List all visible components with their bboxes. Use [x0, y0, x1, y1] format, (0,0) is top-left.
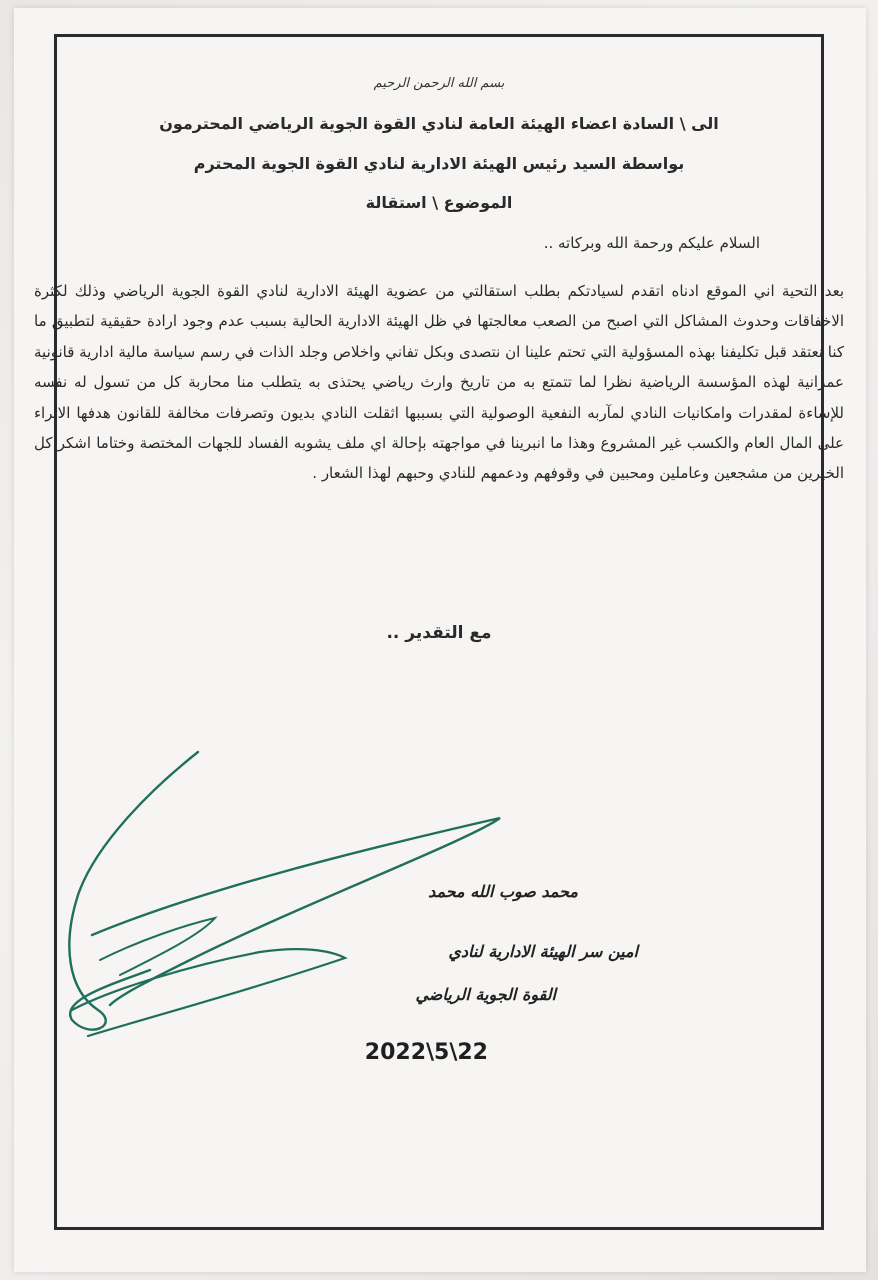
- subject-line: الموضوع \ استقالة: [365, 193, 513, 212]
- letter-body: بعد التحية اني الموقع ادناه اتقدم لسيادتكم بطلب استقالتي من عضوية الهيئة الادارية لنادي القوة الجوية الرياضي وذلك لكثرة الاخفاقات وحدوث المشاكل التي اصبح من الصعب معالجتها في ظل الهيئة الادارية الحالية بسبب عدم وجود ارادة حقيقية لتطبيق ما كنا نعتقد قبل تكليفنا بهذه المسؤولية التي تحتم علينا ان نتصدى وبكل تفاني واخلاص وجلد الذات في رسم سياسة مالية ادارية قانونية عمرانية لهذه المؤسسة الرياضية نظرا لما تتمتع به من تاريخ وارث رياضي يحتذى به يتطلب منا محاربة كل من تسول له نفسه للإساءة لمقدرات وامكانيات النادي لمآربه النفعية الوصولية التي بسببها اثقلت النادي بديون وتصرفات مخالفة للقانون هدفها الاثراء على المال العام والكسب غير المشروع وهذا ما انبرينا في مواجهته بإحالة اي ملف يشوبه الفساد للجهات المختصة وختاما اشكر كل الخيرين من مشجعين وعاملين ومحبين في وقوفهم ودعمهم للنادي وحبهم لهذا الشعار .: [34, 282, 844, 483]
- closing-line: مع التقدير ..: [386, 623, 492, 643]
- signer-title: امين سر الهيئة الادارية لنادي: [448, 942, 638, 961]
- greeting-line: السلام عليكم ورحمة الله وبركاته ..: [543, 234, 760, 252]
- letter-date: 2022\5\22: [364, 1040, 488, 1065]
- via-line: بواسطة السيد رئيس الهيئة الادارية لنادي القوة الجوية المحترم: [193, 154, 685, 173]
- basmala-header: بسم الله الرحمن الرحيم: [373, 76, 505, 91]
- signer-name: محمد صوب الله محمد: [428, 882, 578, 901]
- signer-organization: القوة الجوية الرياضي: [415, 985, 556, 1004]
- addressee-line: الى \ السادة اعضاء الهيئة العامة لنادي القوة الجوية الرياضي المحترمون: [159, 114, 719, 133]
